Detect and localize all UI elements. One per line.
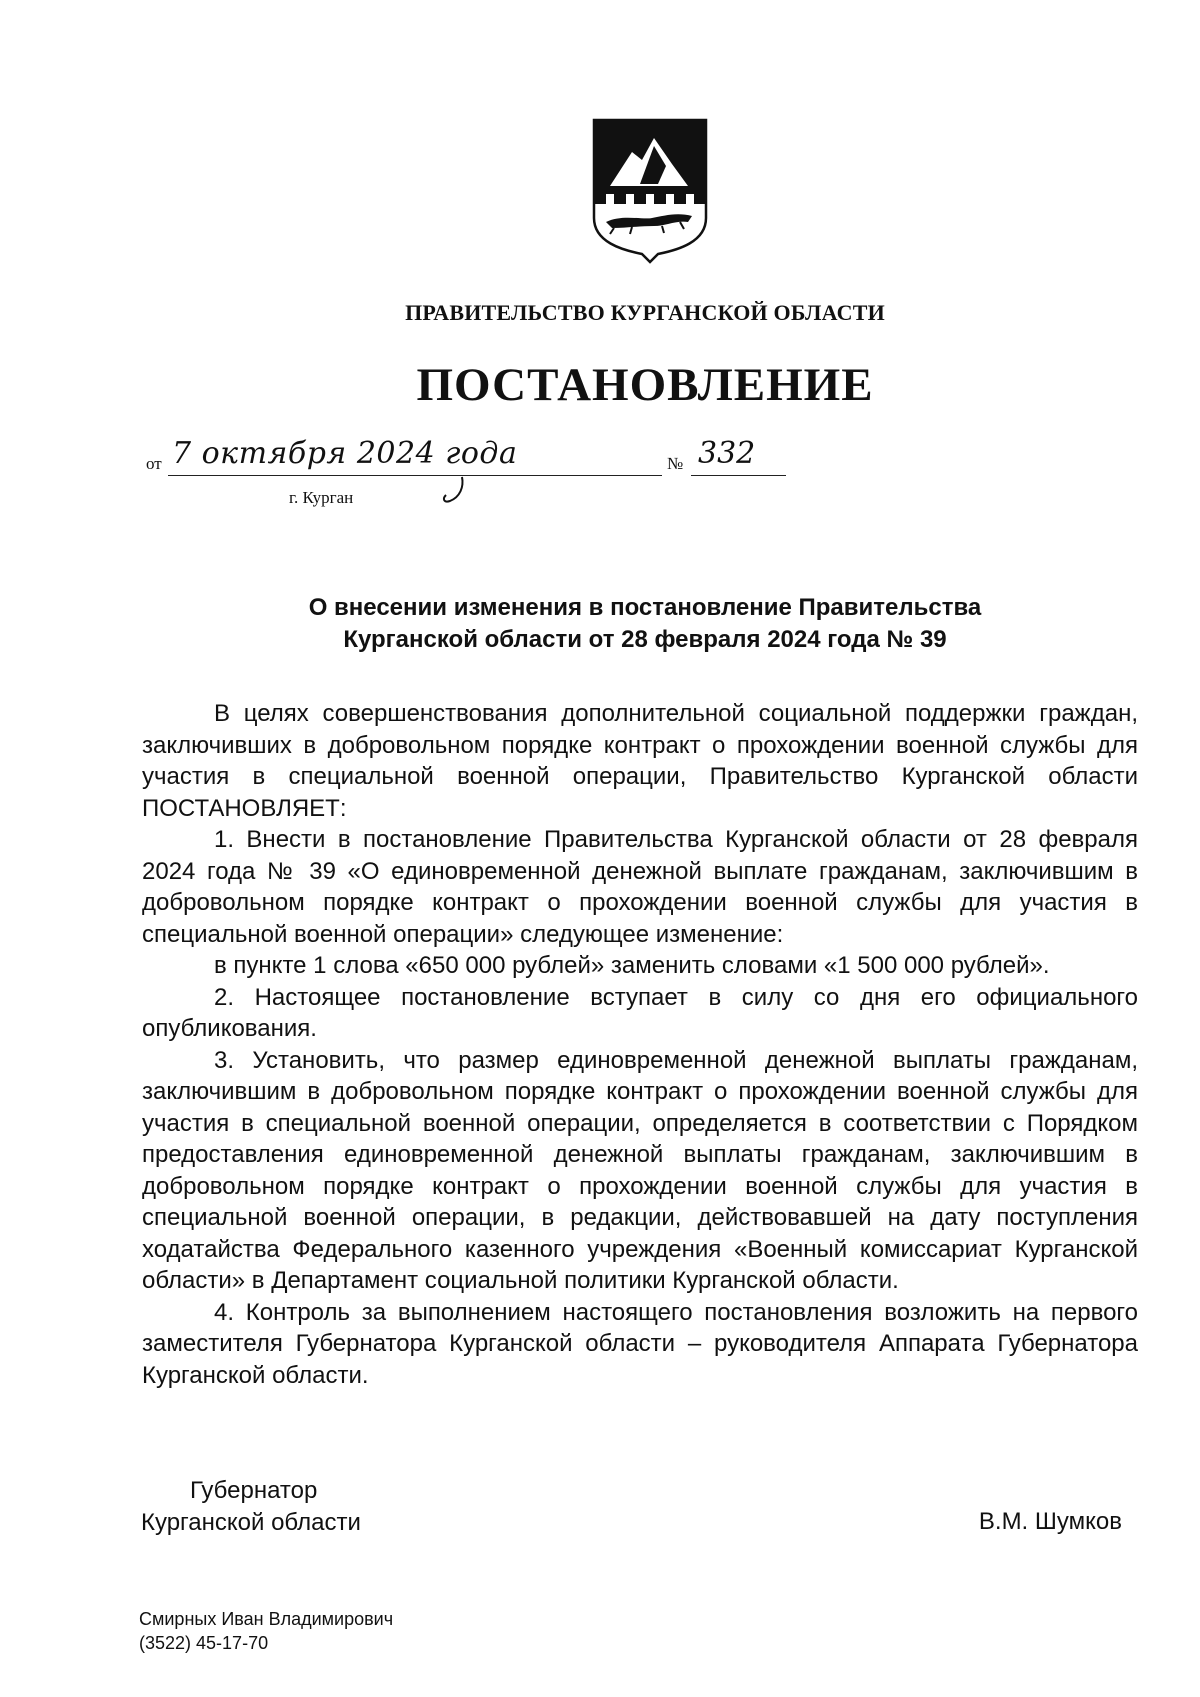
date-underline [168,475,662,476]
coat-of-arms-emblem [592,118,708,264]
title-line-2: Курганской области от 28 февраля 2024 года № 39 [343,626,947,653]
number-sign-label: № [667,454,684,473]
signatory-name: В.М. Шумков [978,1508,1122,1535]
signatory-position [141,1475,361,1539]
city-label: г. Курган [289,488,354,507]
government-name: ПРАВИТЕЛЬСТВО КУРГАНСКОЙ ОБЛАСТИ [405,300,885,325]
clause-1-change-paragraph: в пункте 1 слова «650 000 рублей» заменить словами «1 500 000 рублей». [214,952,1050,979]
title-line-1: О внесении изменения в постановление Правительства [308,594,982,621]
number-underline [691,475,786,476]
executor-name: Смирных Иван Владимирович [139,1609,394,1629]
document-title [0,592,1200,656]
signatory-position-line-2: Курганской области [141,1509,361,1536]
handwriting-stroke [440,475,470,505]
date-number-line [146,436,756,482]
document-type-heading: ПОСТАНОВЛЕНИЕ [416,359,874,411]
clause-4-paragraph: 4. Контроль за выполнением настоящего постановления возложить на первого заместителя Губернатора Курганской области – руководителя Аппарата Губернатора Курганской области. [142,1298,1138,1389]
handwritten-date: 7 октября 2024 года [172,436,518,471]
executor-phone: (3522) 45-17-70 [139,1633,269,1653]
preamble-paragraph: В целях совершенствования дополнительной социальной поддержки граждан, заключивших в добровольном порядке контракт о прохождении военной службы для участия в специальной военной операции, Правительство Курганской области ПОСТАНОВЛЯЕТ: [142,700,1138,822]
executor-block [139,1607,393,1655]
clause-2-paragraph: 2. Настоящее постановление вступает в силу со дня его официального опубликования. [142,983,1138,1042]
clause-3-paragraph: 3. Установить, что размер единовременной денежной выплаты гражданам, заключившим в добровольном порядке контракт о прохождении военной службы для участия в специальной военной операции, определяется в соответствии с Порядком предоставления единовременной денежной выплаты гражданам, заключившим в добровольном порядке контракт о прохождении военной службы для участия в специальной военной операции, в редакции, действовавшей на дату поступления ходатайства Федерального казенного учреждения «Военный комиссариат Курганской области» в Департамент социальной политики Курганской области. [142,1046,1138,1294]
signatory-position-line-1: Губернатор [190,1477,318,1504]
document-body [142,698,1138,1391]
date-from-label: от [146,454,162,473]
handwritten-number: 332 [698,436,756,471]
clause-1-paragraph: 1. Внести в постановление Правительства Курганской области от 28 февраля 2024 года № 39 «О единовременной денежной выплате гражданам, заключившим в добровольном порядке контракт о прохождении военной службы для участия в специальной военной операции» следующее изменение: [142,826,1138,948]
